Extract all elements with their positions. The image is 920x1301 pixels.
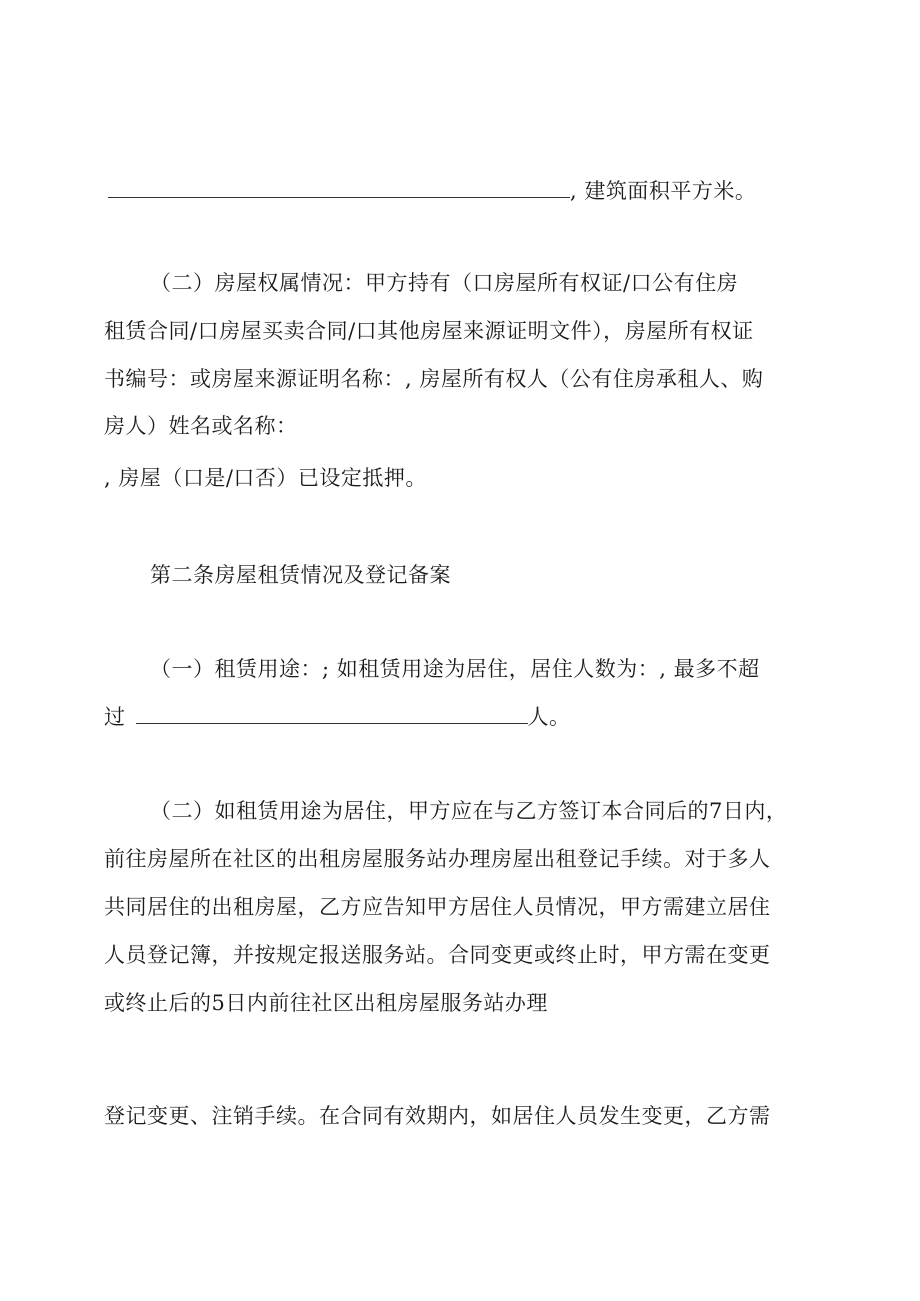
- registration-line-2: 前往房屋所在社区的出租房屋服务站办理房屋出租登记手续。对于多人: [104, 847, 771, 871]
- ownership-line-4: 房人）姓名或名称：: [104, 414, 298, 438]
- registration-line-1: （二）如租赁用途为居住，甲方应在与乙方签订本合同后的7日内，: [150, 799, 788, 823]
- occupant-limit-blank: [136, 703, 528, 724]
- usage-prefix: 过: [104, 705, 126, 729]
- article-2-heading: 第二条房屋租赁情况及登记备案: [150, 563, 451, 587]
- registration-line-5: 或终止后的5日内前往社区出租房屋服务站办理: [104, 991, 548, 1015]
- usage-line-1: （一）租赁用途：; 如租赁用途为居住，居住人数为：, 最多不超: [150, 657, 760, 681]
- usage-line-2: [104, 702, 571, 732]
- usage-suffix: 人。: [527, 705, 571, 729]
- continuation-line: 登记变更、注销手续。在合同有效期内，如居住人员发生变更，乙方需: [104, 1104, 771, 1128]
- registration-line-4: 人员登记簿，并按规定报送服务站。合同变更或终止时，甲方需在变更: [104, 943, 771, 967]
- ownership-line-2: 租赁合同/口房屋买卖合同/口其他房屋来源证明文件），房屋所有权证: [104, 319, 754, 343]
- ownership-line-1: （二）房屋权属情况：甲方持有（口房屋所有权证/口公有住房: [150, 271, 739, 295]
- ownership-line-5: , 房屋（口是/口否）已设定抵押。: [104, 466, 427, 490]
- ownership-line-3: 书编号：或房屋来源证明名称：, 房屋所有权人（公有住房承租人、购: [104, 367, 764, 391]
- area-line: [104, 176, 756, 206]
- registration-line-3: 共同居住的出租房屋，乙方应告知甲方居住人员情况，甲方需建立居住: [104, 895, 771, 919]
- area-suffix: , 建筑面积平方米。: [570, 179, 757, 203]
- area-blank: [108, 177, 570, 198]
